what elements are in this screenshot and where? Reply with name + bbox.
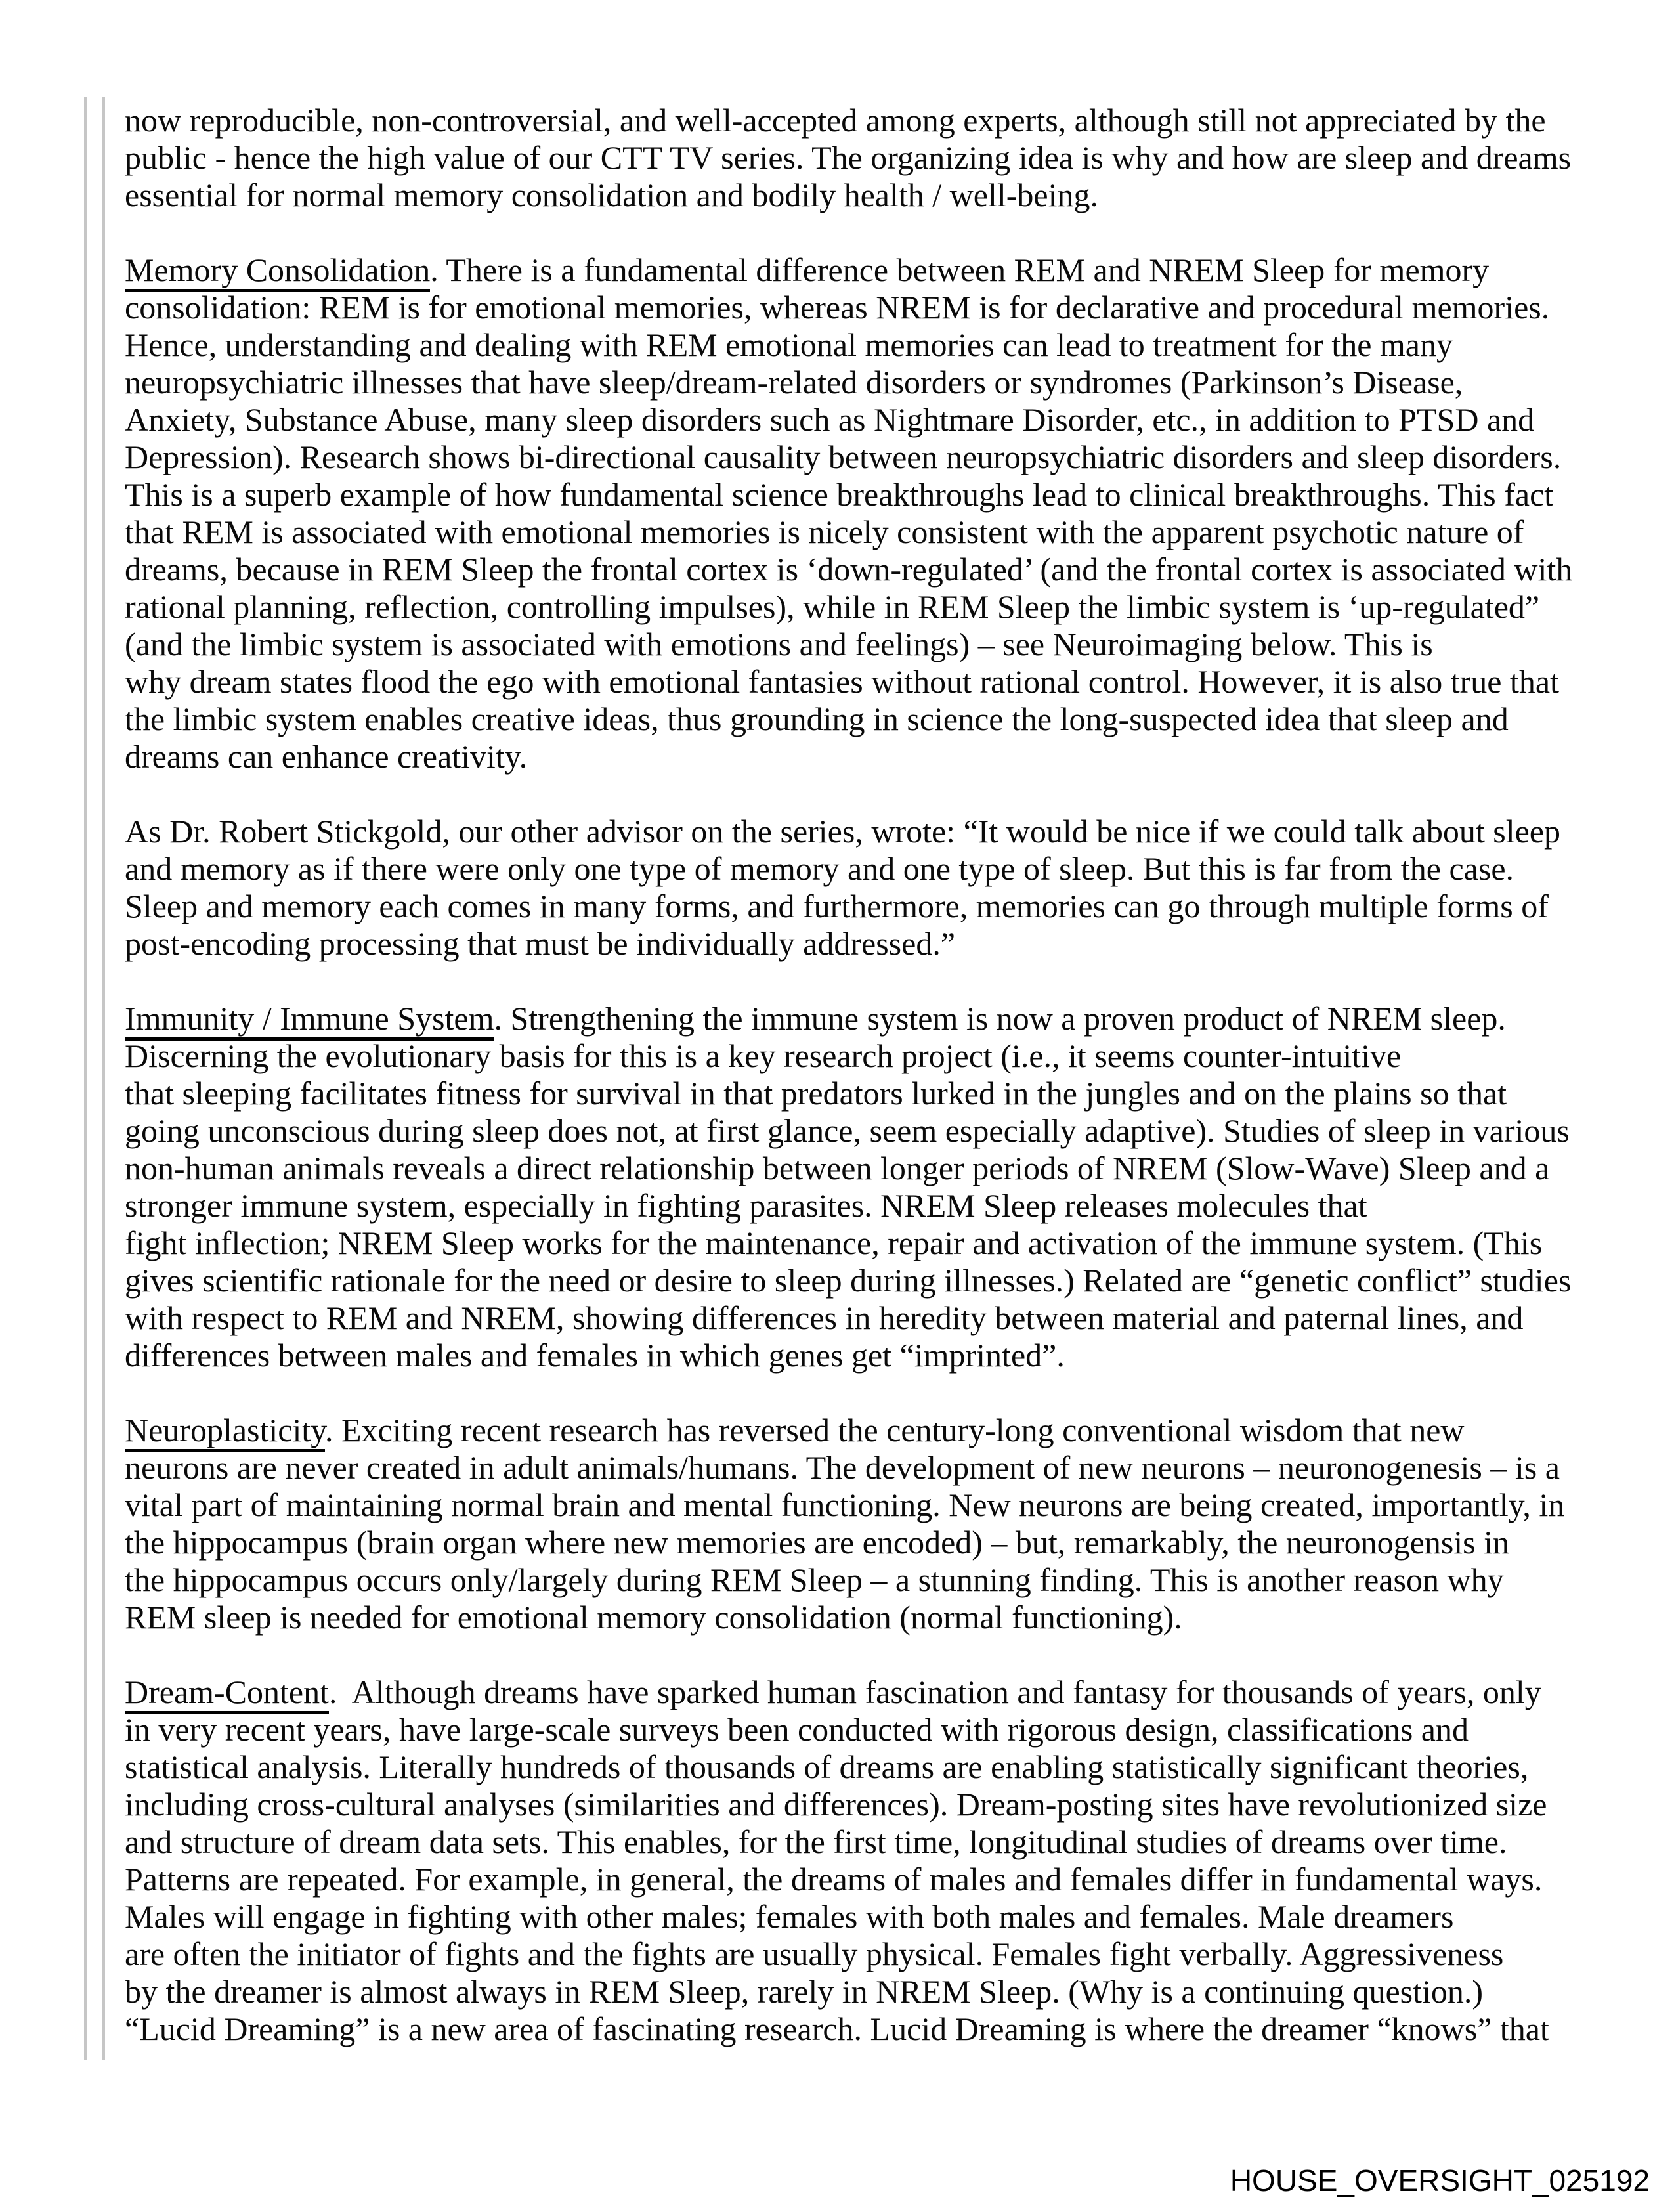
text-line: the limbic system enables creative ideas, thus grounding in science the long-suspected idea that sleep and [125, 701, 1509, 737]
text-line: rational planning, reflection, controlling impulses), while in REM Sleep the limbic system is ‘up-regulated” [125, 588, 1540, 625]
text-line: neuropsychiatric illnesses that have sleep/dream-related disorders or syndromes (Parkinson’s Disease, [125, 364, 1463, 401]
bates-number: HOUSE_OVERSIGHT_025192 [1230, 2163, 1650, 2198]
text-line: Hence, understanding and dealing with REM emotional memories can lead to treatment for the many [125, 326, 1453, 363]
text-line: Sleep and memory each comes in many forms, and furthermore, memories can go through multiple forms of [125, 888, 1549, 924]
text-line: neurons are never created in adult animals/humans. The development of new neurons – neuronogenesis – is a [125, 1449, 1560, 1486]
text-line: dreams, because in REM Sleep the frontal cortex is ‘down-regulated’ (and the frontal cortex is associated with [125, 551, 1573, 588]
text-line: by the dreamer is almost always in REM Sleep, rarely in NREM Sleep. (Why is a continuing question.) [125, 1973, 1484, 2010]
text-line: in very recent years, have large-scale surveys been conducted with rigorous design, classifications and [125, 1711, 1469, 1748]
text-line: This is a superb example of how fundamental science breakthroughs lead to clinical breakthroughs. This fact [125, 476, 1554, 513]
text-line: that REM is associated with emotional memories is nicely consistent with the apparent psychotic nature of [125, 513, 1524, 550]
text-line: and structure of dream data sets. This enables, for the first time, longitudinal studies of dreams over time. [125, 1823, 1507, 1860]
text-line: stronger immune system, especially in fighting parasites. NREM Sleep releases molecules that [125, 1187, 1367, 1224]
section-heading: Neuroplasticity [125, 1412, 325, 1452]
paragraph [125, 1000, 1654, 1374]
text-line: now reproducible, non-controversial, and well-accepted among experts, although still not appreciated by the [125, 102, 1546, 139]
text-line: statistical analysis. Literally hundreds of thousands of dreams are enabling statistically significant theories, [125, 1748, 1529, 1785]
text-line: vital part of maintaining normal brain and mental functioning. New neurons are being created, importantly, in [125, 1486, 1565, 1523]
text-line: Discerning the evolutionary basis for this is a key research project (i.e., it seems counter-intuitive [125, 1037, 1402, 1074]
text-line: fight inflection; NREM Sleep works for the maintenance, repair and activation of the immune system. (This [125, 1225, 1543, 1261]
text-line: Anxiety, Substance Abuse, many sleep disorders such as Nightmare Disorder, etc., in addition to PTSD and [125, 401, 1535, 438]
text-line: essential for normal memory consolidation and bodily health / well-being. [125, 177, 1098, 213]
section-heading: Memory Consolidation [125, 251, 430, 292]
text-line: including cross-cultural analyses (similarities and differences). Dream-posting sites have revolutionized size [125, 1786, 1547, 1823]
text-line: . Exciting recent research has reversed the century-long conventional wisdom that new [325, 1412, 1465, 1448]
text-line: Patterns are repeated. For example, in general, the dreams of males and females differ in fundamental ways. [125, 1861, 1543, 1898]
section-heading: Immunity / Immune System [125, 1000, 494, 1041]
text-line: As Dr. Robert Stickgold, our other advisor on the series, wrote: “It would be nice if we could talk about sleep [125, 813, 1560, 850]
text-line: why dream states flood the ego with emotional fantasies without rational control. However, it is also true that [125, 663, 1559, 700]
text-line: gives scientific rationale for the need or desire to sleep during illnesses.) Related are “genetic conflict” studies [125, 1262, 1572, 1299]
text-line: “Lucid Dreaming” is a new area of fascinating research. Lucid Dreaming is where the dreamer “knows” that [125, 2010, 1549, 2047]
text-line: differences between males and females in which genes get “imprinted”. [125, 1337, 1065, 1374]
text-line: (and the limbic system is associated with emotions and feelings) – see Neuroimaging below. This is [125, 626, 1433, 662]
text-line: . There is a fundamental difference between REM and NREM Sleep for memory [430, 251, 1490, 288]
left-margin-line [84, 97, 87, 2060]
paragraph [125, 813, 1654, 963]
paragraph [125, 102, 1654, 214]
text-line: that sleeping facilitates fitness for survival in that predators lurked in the jungles and on the plains so that [125, 1075, 1507, 1112]
text-line: are often the initiator of fights and the fights are usually physical. Females fight verbally. Aggressiveness [125, 1936, 1504, 1972]
paragraph [125, 1412, 1654, 1636]
text-line: dreams can enhance creativity. [125, 738, 528, 775]
text-line: non-human animals reveals a direct relationship between longer periods of NREM (Slow-Wave) Sleep and a [125, 1150, 1550, 1186]
paragraph [125, 1674, 1654, 2048]
text-line: with respect to REM and NREM, showing differences in heredity between material and paternal lines, and [125, 1299, 1524, 1336]
text-line: public - hence the high value of our CTT TV series. The organizing idea is why and how are sleep and dreams [125, 139, 1572, 176]
text-line: and memory as if there were only one type of memory and one type of sleep. But this is far from the case. [125, 850, 1514, 887]
text-line: post-encoding processing that must be individually addressed.” [125, 925, 956, 962]
text-line: . Strengthening the immune system is now a proven product of NREM sleep. [494, 1000, 1506, 1037]
left-margin-line [102, 97, 105, 2060]
section-heading: Dream-Content [125, 1674, 329, 1714]
paragraph [125, 251, 1654, 775]
text-line: consolidation: REM is for emotional memories, whereas NREM is for declarative and procedural memories. [125, 289, 1550, 326]
text-line: REM sleep is needed for emotional memory consolidation (normal functioning). [125, 1599, 1182, 1636]
text-line: . Although dreams have sparked human fascination and fantasy for thousands of years, only [329, 1674, 1541, 1710]
text-line: the hippocampus occurs only/largely during REM Sleep – a stunning finding. This is another reason why [125, 1561, 1504, 1598]
text-line: the hippocampus (brain organ where new memories are encoded) – but, remarkably, the neuronogensis in [125, 1524, 1510, 1561]
text-line: Males will engage in fighting with other males; females with both males and females. Male dreamers [125, 1898, 1454, 1935]
document-body [125, 102, 1654, 2085]
text-line: going unconscious during sleep does not, at first glance, seem especially adaptive). Studies of sleep in various [125, 1112, 1570, 1149]
text-line: Depression). Research shows bi-directional causality between neuropsychiatric disorders and sleep disorders. [125, 439, 1562, 475]
